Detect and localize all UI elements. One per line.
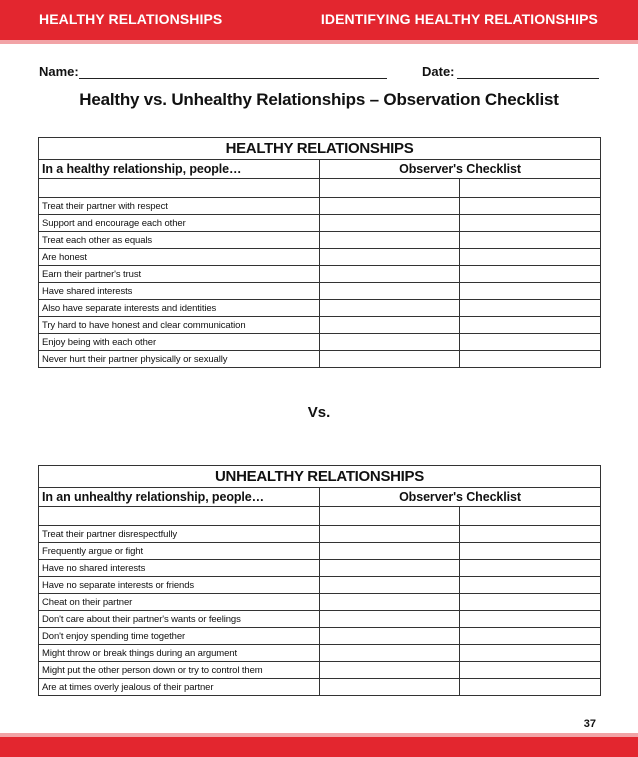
checklist-item-label: Enjoy being with each other [39, 334, 320, 351]
healthy-intro-header: In a healthy relationship, people… [39, 160, 320, 179]
checklist-item-label: Might throw or break things during an argument [39, 645, 320, 662]
checklist-row [39, 560, 601, 577]
check-cell[interactable] [460, 266, 601, 283]
check-cell[interactable] [320, 317, 460, 334]
checklist-item-label: Frequently argue or fight [39, 543, 320, 560]
header-bar [0, 0, 638, 40]
check-cell[interactable] [460, 679, 601, 696]
checklist-item-label: Have no separate interests or friends [39, 577, 320, 594]
checklist-item-label: Don't care about their partner's wants or feelings [39, 611, 320, 628]
checklist-item-label: Treat each other as equals [39, 232, 320, 249]
check-cell[interactable] [460, 317, 601, 334]
checklist-row [39, 543, 601, 560]
check-cell[interactable] [460, 283, 601, 300]
header-accent-line [0, 40, 638, 44]
check-cell[interactable] [460, 628, 601, 645]
name-label: Name: [39, 64, 79, 79]
checklist-row [39, 198, 601, 215]
unhealthy-table-title: UNHEALTHY RELATIONSHIPS [39, 466, 601, 488]
header-left-title: HEALTHY RELATIONSHIPS [39, 11, 223, 27]
check-cell[interactable] [460, 645, 601, 662]
check-cell[interactable] [460, 662, 601, 679]
check-cell[interactable] [320, 300, 460, 317]
page-title: Healthy vs. Unhealthy Relationships – Observation Checklist [79, 90, 559, 109]
check-cell[interactable] [320, 679, 460, 696]
check-cell[interactable] [320, 249, 460, 266]
check-cell[interactable] [320, 628, 460, 645]
check-cell[interactable] [320, 334, 460, 351]
check-cell[interactable] [320, 179, 460, 198]
check-cell[interactable] [460, 179, 601, 198]
checklist-row [39, 283, 601, 300]
date-label: Date: [422, 64, 455, 79]
check-cell[interactable] [320, 577, 460, 594]
check-cell[interactable] [320, 543, 460, 560]
checklist-row [39, 249, 601, 266]
checklist-row [39, 266, 601, 283]
healthy-table-title: HEALTHY RELATIONSHIPS [39, 138, 601, 160]
checklist-row [39, 662, 601, 679]
check-cell[interactable] [320, 198, 460, 215]
checklist-row [39, 628, 601, 645]
check-cell[interactable] [320, 266, 460, 283]
checklist-row [39, 300, 601, 317]
checklist-row [39, 334, 601, 351]
check-cell[interactable] [320, 560, 460, 577]
checklist-item-label: Are at times overly jealous of their partner [39, 679, 320, 696]
name-field[interactable] [79, 78, 387, 79]
vs-label: Vs. [307, 404, 331, 421]
check-cell[interactable] [460, 526, 601, 543]
checklist-item-label: Treat their partner with respect [39, 198, 320, 215]
check-cell[interactable] [320, 215, 460, 232]
checklist-row [39, 645, 601, 662]
check-cell[interactable] [460, 594, 601, 611]
unhealthy-observer-header: Observer's Checklist [320, 488, 601, 507]
checklist-item-label: Are honest [39, 249, 320, 266]
check-cell[interactable] [320, 283, 460, 300]
check-cell[interactable] [460, 507, 601, 526]
checklist-row [39, 232, 601, 249]
checklist-item-label: Support and encourage each other [39, 215, 320, 232]
page-number: 37 [583, 718, 596, 730]
checklist-row [39, 317, 601, 334]
check-cell[interactable] [460, 300, 601, 317]
check-cell[interactable] [460, 560, 601, 577]
check-cell[interactable] [460, 249, 601, 266]
check-cell[interactable] [460, 198, 601, 215]
check-cell[interactable] [460, 577, 601, 594]
checklist-row [39, 526, 601, 543]
check-cell[interactable] [460, 232, 601, 249]
healthy-observer-header: Observer's Checklist [320, 160, 601, 179]
checklist-item-label: Also have separate interests and identities [39, 300, 320, 317]
checklist-row [39, 679, 601, 696]
check-cell[interactable] [320, 611, 460, 628]
check-cell[interactable] [320, 351, 460, 368]
checklist-item-label: Cheat on their partner [39, 594, 320, 611]
checklist-item-label: Treat their partner disrespectfully [39, 526, 320, 543]
checklist-item-label: Have no shared interests [39, 560, 320, 577]
check-cell[interactable] [320, 594, 460, 611]
checklist-item-label: Try hard to have honest and clear communication [39, 317, 320, 334]
checklist-item-label: Don't enjoy spending time together [39, 628, 320, 645]
unhealthy-checklist-table [38, 465, 601, 696]
unhealthy-intro-header: In an unhealthy relationship, people… [39, 488, 320, 507]
checklist-row [39, 577, 601, 594]
checklist-row [39, 611, 601, 628]
blank-cell [39, 179, 320, 198]
check-cell[interactable] [460, 334, 601, 351]
check-cell[interactable] [460, 543, 601, 560]
check-cell[interactable] [460, 351, 601, 368]
checklist-row [39, 351, 601, 368]
checklist-row [39, 594, 601, 611]
checklist-item-label: Have shared interests [39, 283, 320, 300]
date-field[interactable] [457, 78, 599, 79]
checklist-row [39, 215, 601, 232]
checklist-item-label: Never hurt their partner physically or sexually [39, 351, 320, 368]
check-cell[interactable] [320, 232, 460, 249]
check-cell[interactable] [320, 662, 460, 679]
footer-bar [0, 737, 638, 757]
healthy-checklist-table [38, 137, 601, 368]
checklist-item-label: Might put the other person down or try to control them [39, 662, 320, 679]
check-cell[interactable] [320, 507, 460, 526]
check-cell[interactable] [320, 526, 460, 543]
checklist-item-label: Earn their partner's trust [39, 266, 320, 283]
check-cell[interactable] [460, 215, 601, 232]
name-date-row [39, 64, 599, 84]
check-cell[interactable] [320, 645, 460, 662]
header-right-title: IDENTIFYING HEALTHY RELATIONSHIPS [320, 11, 598, 27]
blank-cell [39, 507, 320, 526]
check-cell[interactable] [460, 611, 601, 628]
